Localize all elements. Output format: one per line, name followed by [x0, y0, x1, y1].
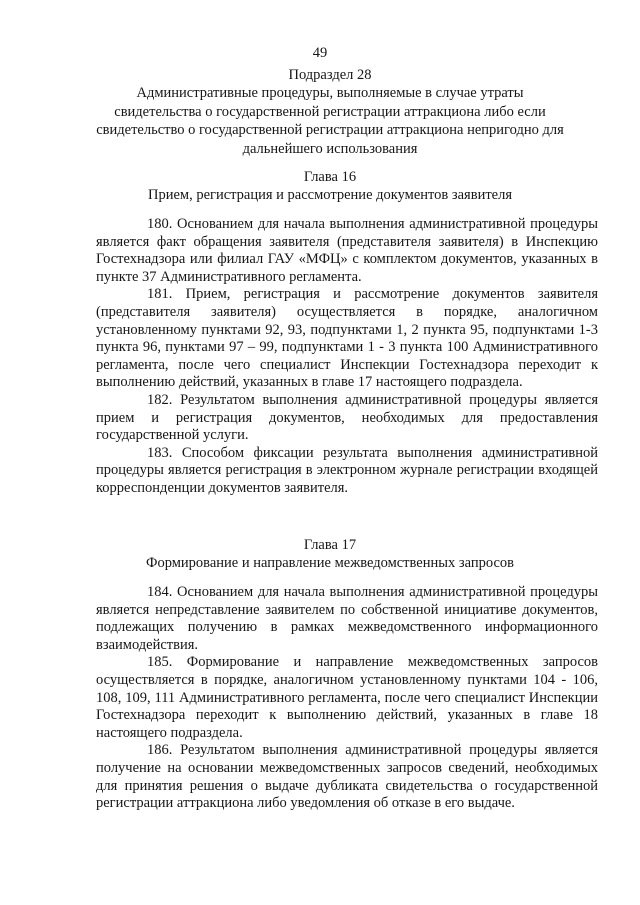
paragraph-183: 183. Способом фиксации результата выполнения административной процедуры является регистрация в электронном журнале регистрации входящей корреспонденции документов заявителя. — [96, 444, 598, 496]
chapter-17-header — [60, 536, 600, 573]
chapter-16-title: Глава 16 — [303, 169, 357, 185]
page-number: 49 — [312, 45, 328, 61]
subsection-heading-line: свидетельства о государственной регистрации аттракциона либо если — [114, 103, 546, 120]
subsection-heading-line: Административные процедуры, выполняемые в случае утраты — [136, 85, 524, 102]
subsection-heading-line: свидетельство о государственной регистрации аттракциона непригодно для — [96, 122, 564, 139]
chapter-16-header — [60, 168, 600, 205]
paragraph-186: 186. Результатом выполнения административной процедуры является получение на основании межведомственных запросов сведений, необходимых для принятия решения о выдаче дубликата свидетельства о государственной регистрации аттракциона либо уведомления об отказе в его выдаче. — [96, 742, 598, 812]
chapter-16-heading: Прием, регистрация и рассмотрение документов заявителя — [147, 187, 513, 204]
paragraph-182: 182. Результатом выполнения административной процедуры является прием и регистрация документов, необходимых для предоставления государственной услуги. — [96, 391, 598, 444]
subsection-heading-line: дальнейшего использования — [242, 140, 418, 157]
chapter-17-title: Глава 17 — [303, 537, 357, 553]
paragraph-184: 184. Основанием для начала выполнения административной процедуры является непредставление заявителем по собственной инициативе документов, подлежащих получению в рамках межведомственного информационного взаимодействия. — [96, 584, 598, 653]
paragraph-180: 180. Основанием для начала выполнения административной процедуры является факт обращения заявителя (представителя заявителя) в Инспекцию Гостехнадзора или филиал ГАУ «МФЦ» с комплектом документов, указанных в пункте 37 Административного регламента. — [96, 216, 598, 285]
paragraph-185: 185. Формирование и направление межведомственных запросов осуществляется в порядке, аналогичном установленному пунктами 104 - 106, 108, 109, 111 Административного регламента, после чего специалист Инспекции Гостехнадзора переходит к выполнению действий, указанных в главе 18 настоящего подраздела. — [96, 654, 598, 741]
chapter-16-body — [96, 216, 598, 498]
chapter-17-body — [96, 584, 598, 813]
chapter-17-heading: Формирование и направление межведомственных запросов — [146, 555, 514, 572]
subsection-header — [60, 66, 600, 158]
paragraph-181: 181. Прием, регистрация и рассмотрение документов заявителя (представителя заявителя) осуществляется в порядке, аналогичном установленному пунктами 92, 93, подпунктами 1, 2 пункта 95, подпунктами 1-3 пункта 96, пунктами 97 – 99, подпунктами 1 - 3 пункта 100 Административного регламента, после чего специалист Инспекции Гостехнадзора переходит к выполнению действий, указанных в главе 17 настоящего подраздела. — [96, 286, 598, 391]
subsection-title: Подраздел 28 — [288, 67, 372, 83]
